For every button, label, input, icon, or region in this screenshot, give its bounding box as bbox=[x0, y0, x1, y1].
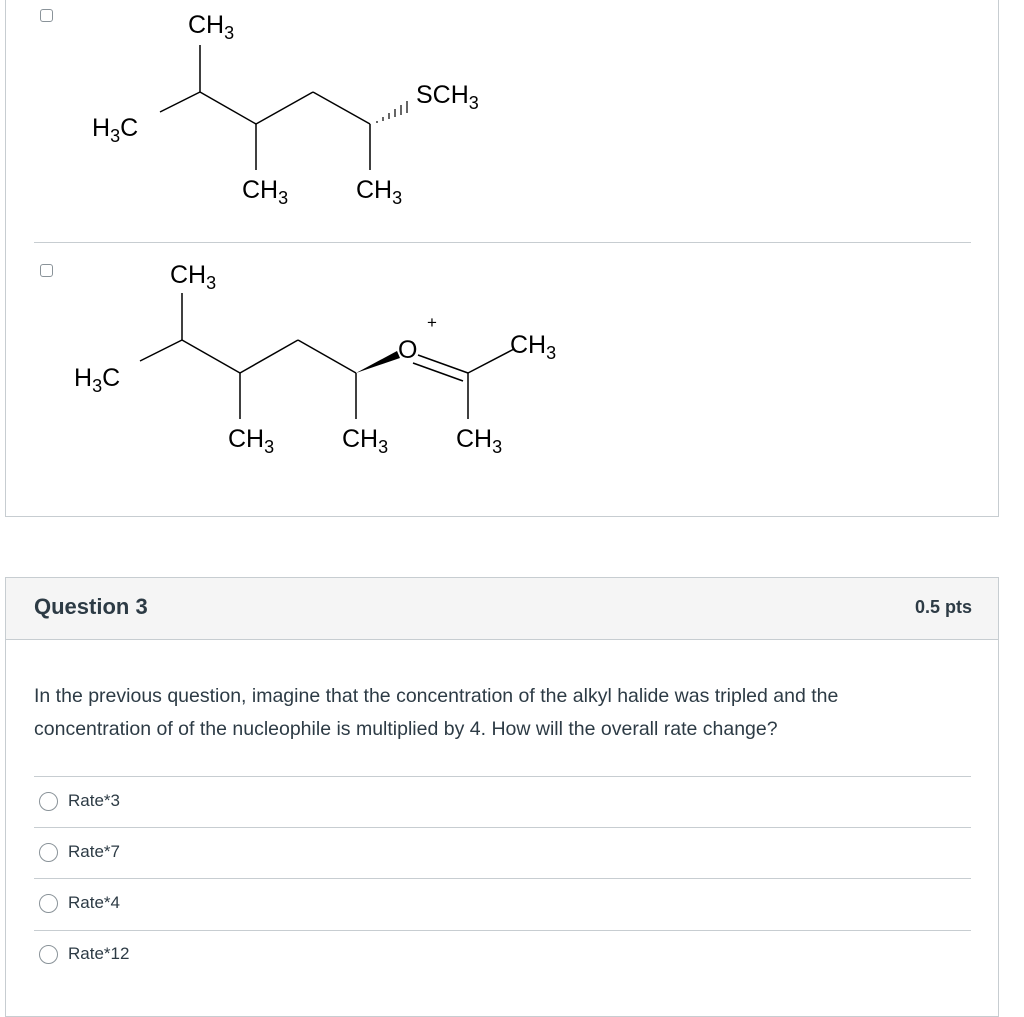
question-title: Question 3 bbox=[34, 594, 148, 619]
bond bbox=[298, 340, 356, 373]
double-bond bbox=[418, 355, 468, 373]
sch3-label: $SCH_3$ bbox=[416, 81, 479, 113]
bond bbox=[182, 340, 240, 373]
radio-button[interactable] bbox=[39, 894, 58, 913]
bond bbox=[240, 340, 298, 373]
answer-option-4[interactable] bbox=[39, 942, 129, 966]
option-label: Rate*12 bbox=[68, 944, 130, 963]
ch3-label-right: $CH_3$ bbox=[510, 331, 557, 363]
ch3-label-bottom-3: $CH_3$ bbox=[456, 425, 503, 457]
bond bbox=[313, 92, 370, 124]
answer-option-2[interactable] bbox=[39, 840, 120, 864]
question-points: 0.5 pts bbox=[914, 597, 972, 617]
bond bbox=[140, 340, 182, 361]
option-divider bbox=[34, 776, 971, 777]
ch3-label-bottom-1: $CH_3$ bbox=[228, 425, 275, 457]
h3c-label: $H_3C$ bbox=[92, 114, 139, 146]
oxygen-label: O bbox=[398, 336, 418, 364]
bond bbox=[256, 92, 313, 124]
bond bbox=[468, 349, 514, 373]
answer-option-3[interactable] bbox=[39, 891, 120, 915]
radio-button[interactable] bbox=[39, 843, 58, 862]
question-card bbox=[5, 577, 999, 1017]
bond bbox=[160, 92, 200, 112]
option-label: Rate*4 bbox=[68, 893, 120, 912]
hashed-wedge-bond bbox=[377, 101, 407, 123]
question-header bbox=[6, 578, 998, 640]
option-divider bbox=[34, 930, 971, 931]
wedge-bond bbox=[356, 351, 400, 373]
h3c-label: $H_3C$ bbox=[74, 364, 121, 396]
bond bbox=[200, 92, 256, 124]
molecule-structure-2 bbox=[0, 243, 1024, 513]
ch3-label-top: $CH_3$ bbox=[170, 261, 217, 293]
double-bond bbox=[413, 363, 463, 381]
radio-button[interactable] bbox=[39, 792, 58, 811]
option-label: Rate*3 bbox=[68, 791, 120, 810]
radio-button[interactable] bbox=[39, 945, 58, 964]
ch3-label-top: $CH_3$ bbox=[188, 11, 235, 43]
question-text: In the previous question, imagine that the concentration of the alkyl halide was tripled and the concentration of of the nucleophile is multiplied by 4. How will the overall rate change? bbox=[34, 685, 839, 740]
option-divider bbox=[34, 827, 971, 828]
positive-charge: + bbox=[427, 313, 437, 332]
ch3-label-bottom-1: $CH_3$ bbox=[242, 176, 289, 208]
molecule-structure-1 bbox=[0, 0, 1024, 242]
option-divider bbox=[34, 878, 971, 879]
answer-option-1[interactable] bbox=[39, 789, 120, 813]
ch3-label-bottom-2: $CH_3$ bbox=[356, 176, 403, 208]
ch3-label-bottom-2: $CH_3$ bbox=[342, 425, 389, 457]
option-label: Rate*7 bbox=[68, 842, 120, 861]
